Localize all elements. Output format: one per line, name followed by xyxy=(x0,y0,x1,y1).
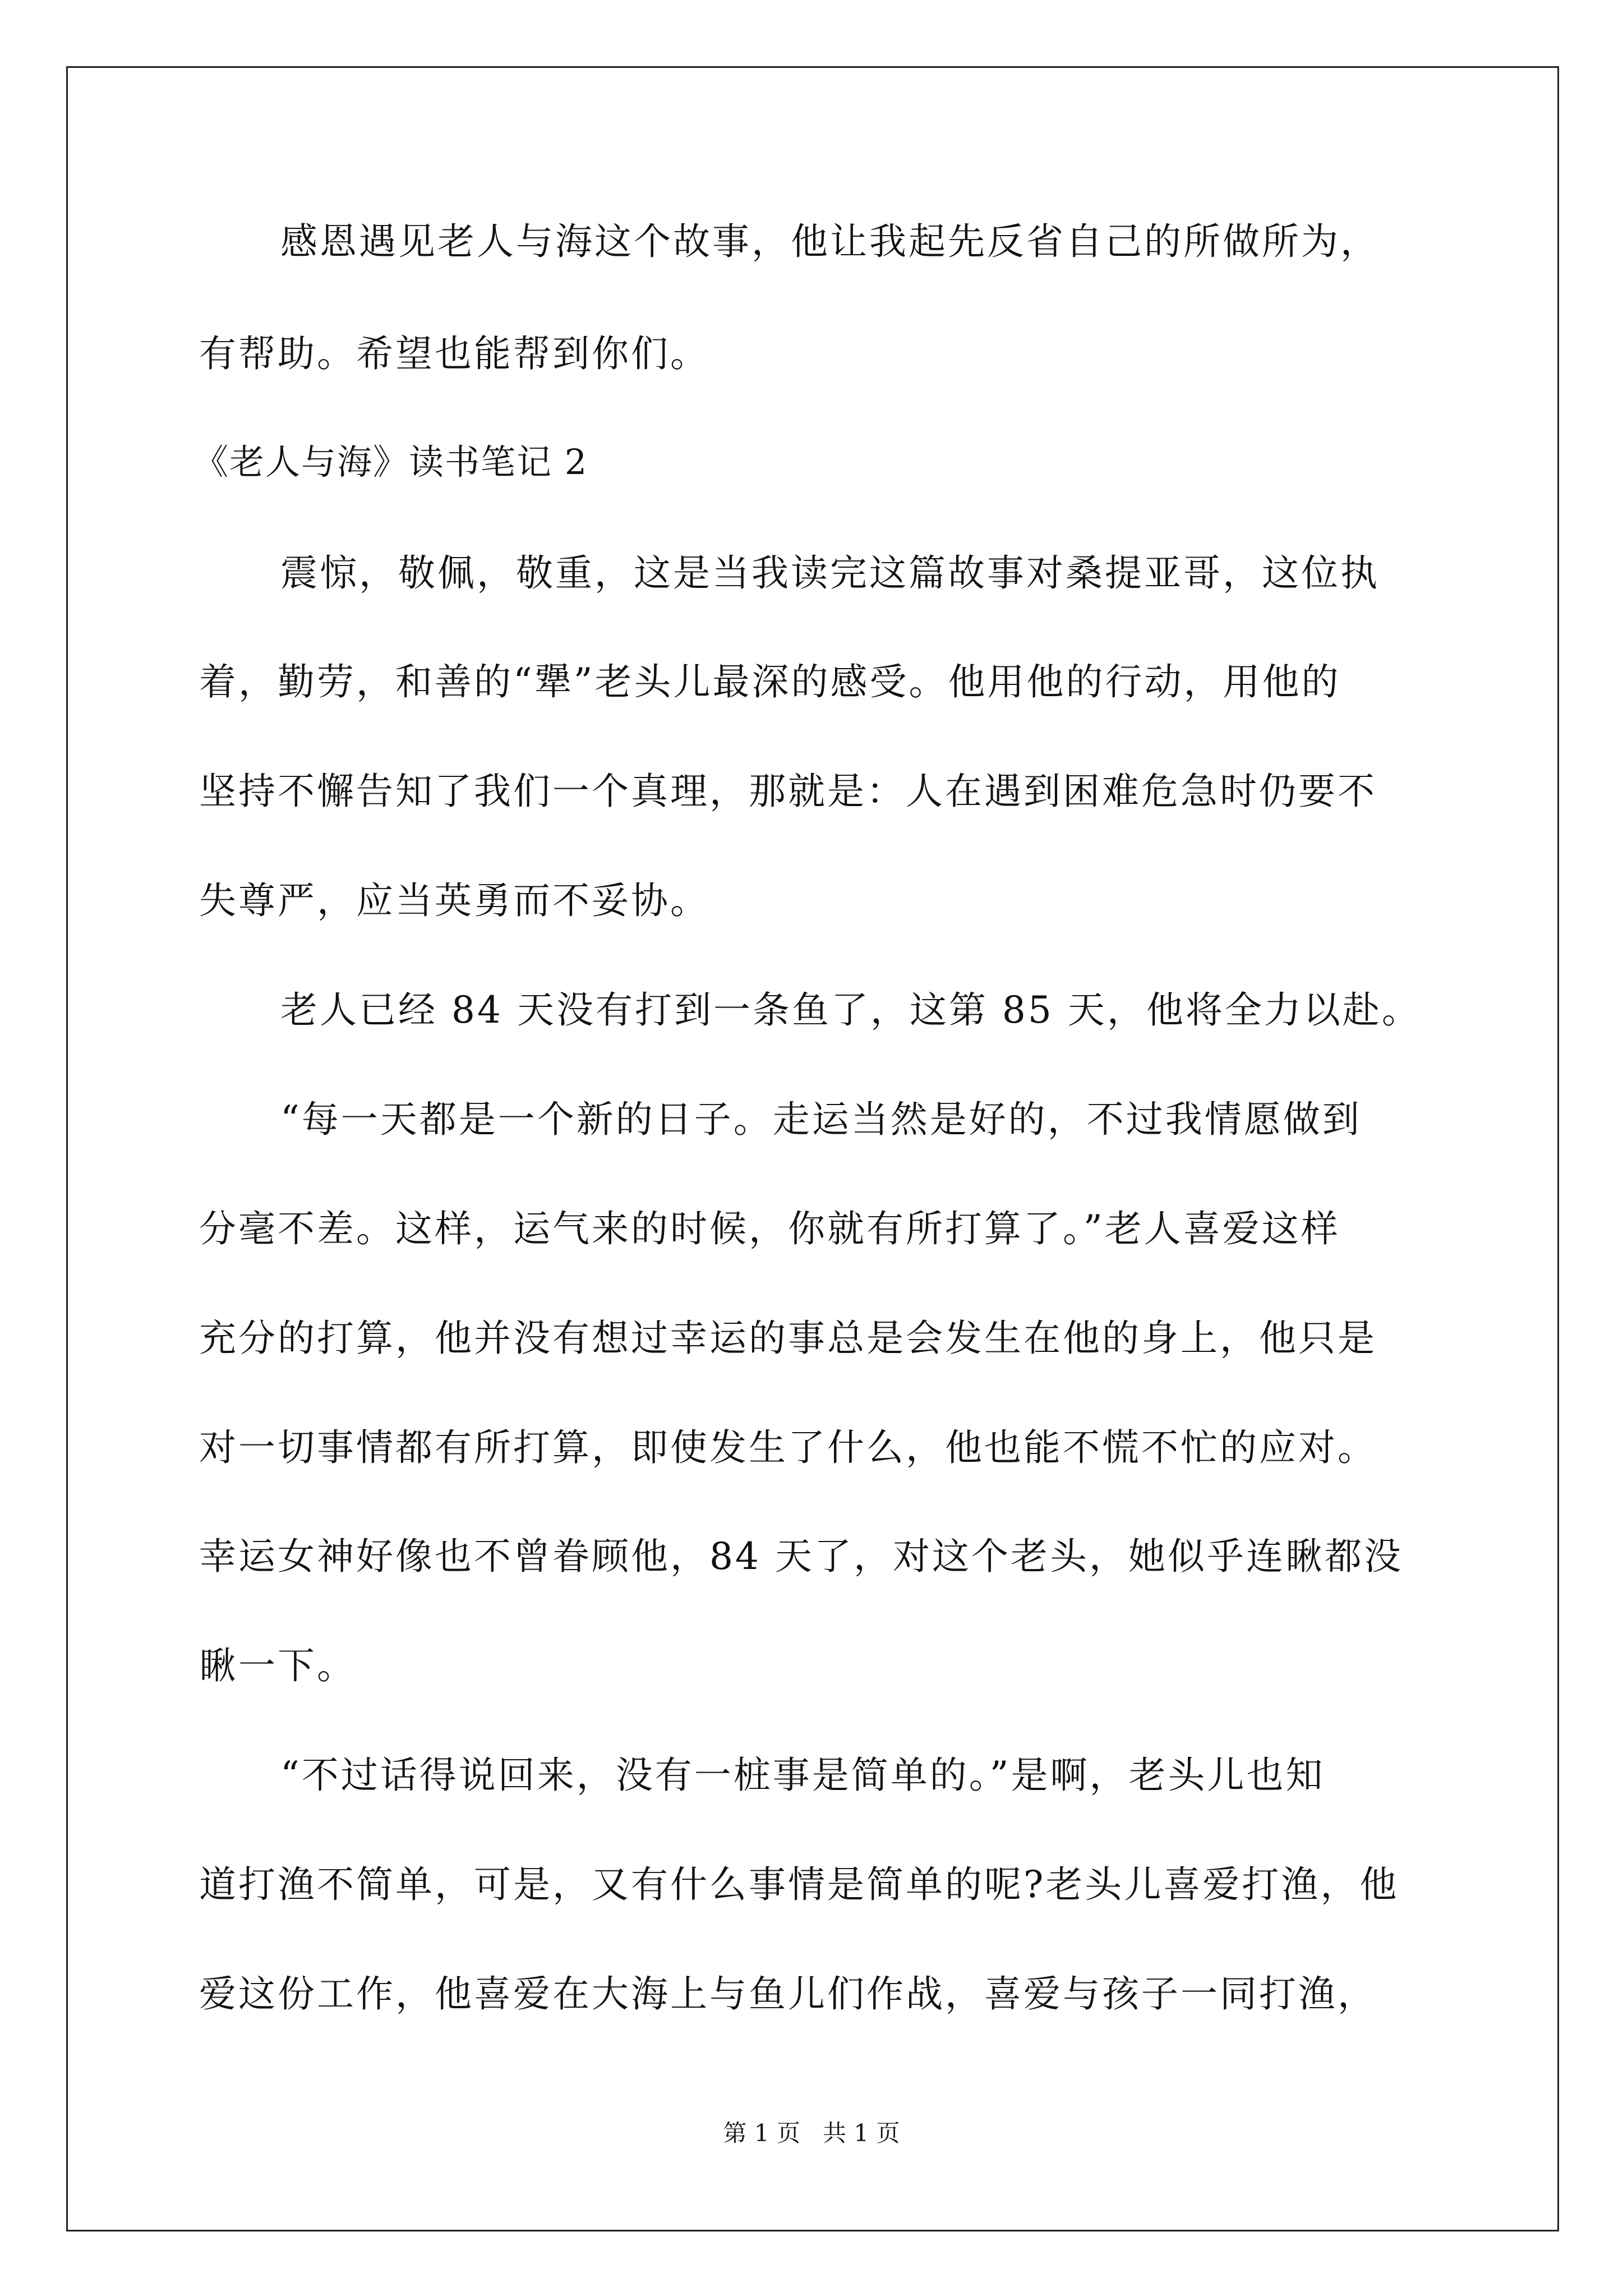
paragraph-1-line-1: 感恩遇见老人与海这个故事，他让我起先反省自己的所做所为， xyxy=(280,220,1380,263)
paragraph-2-line-3: 坚持不懈告知了我们一个真理，那就是：人在遇到困难危急时仍要不 xyxy=(199,770,1377,813)
paragraph-2-line-4: 失尊严，应当英勇而不妥协。 xyxy=(199,879,709,922)
paragraph-4-line-6: 瞅一下。 xyxy=(199,1644,356,1687)
paragraph-5-line-2: 道打渔不简单，可是，又有什么事情是简单的呢?老头儿喜爱打渔，他 xyxy=(199,1863,1399,1906)
paragraph-4-line-1: “每一天都是一个新的日子。走运当然是好的，不过我情愿做到 xyxy=(280,1098,1362,1141)
paragraph-2-line-2: 着，勤劳，和善的“犟”老头儿最深的感受。他用他的行动，用他的 xyxy=(199,660,1341,703)
paragraph-5-line-1: “不过话得说回来，没有一桩事是简单的。”是啊，老头儿也知 xyxy=(280,1754,1325,1797)
paragraph-4-line-2: 分毫不差。这样，运气来的时候，你就有所打算了。”老人喜爱这样 xyxy=(199,1207,1340,1250)
paragraph-2-line-1: 震惊，敬佩，敬重，这是当我读完这篇故事对桑提亚哥，这位执 xyxy=(280,551,1380,595)
paragraph-3-line-1: 老人已经 84 天没有打到一条鱼了，这第 85 天，他将全力以赴。 xyxy=(280,988,1421,1032)
paragraph-1-line-2: 有帮助。希望也能帮到你们。 xyxy=(199,332,709,375)
page-footer: 第 1 页 共 1 页 xyxy=(723,2119,900,2147)
paragraph-4-line-4: 对一切事情都有所打算，即使发生了什么，他也能不慌不忙的应对。 xyxy=(199,1426,1377,1469)
section-heading: 《老人与海》读书笔记 2 xyxy=(193,441,588,482)
paragraph-4-line-3: 充分的打算，他并没有想过幸运的事总是会发生在他的身上，他只是 xyxy=(199,1317,1377,1360)
paragraph-4-line-5: 幸运女神好像也不曾眷顾他，84 天了，对这个老头，她似乎连瞅都没 xyxy=(199,1535,1403,1578)
paragraph-5-line-3: 爱这份工作，他喜爱在大海上与鱼儿们作战，喜爱与孩子一同打渔， xyxy=(199,1972,1377,2016)
page-border xyxy=(66,66,1559,2231)
